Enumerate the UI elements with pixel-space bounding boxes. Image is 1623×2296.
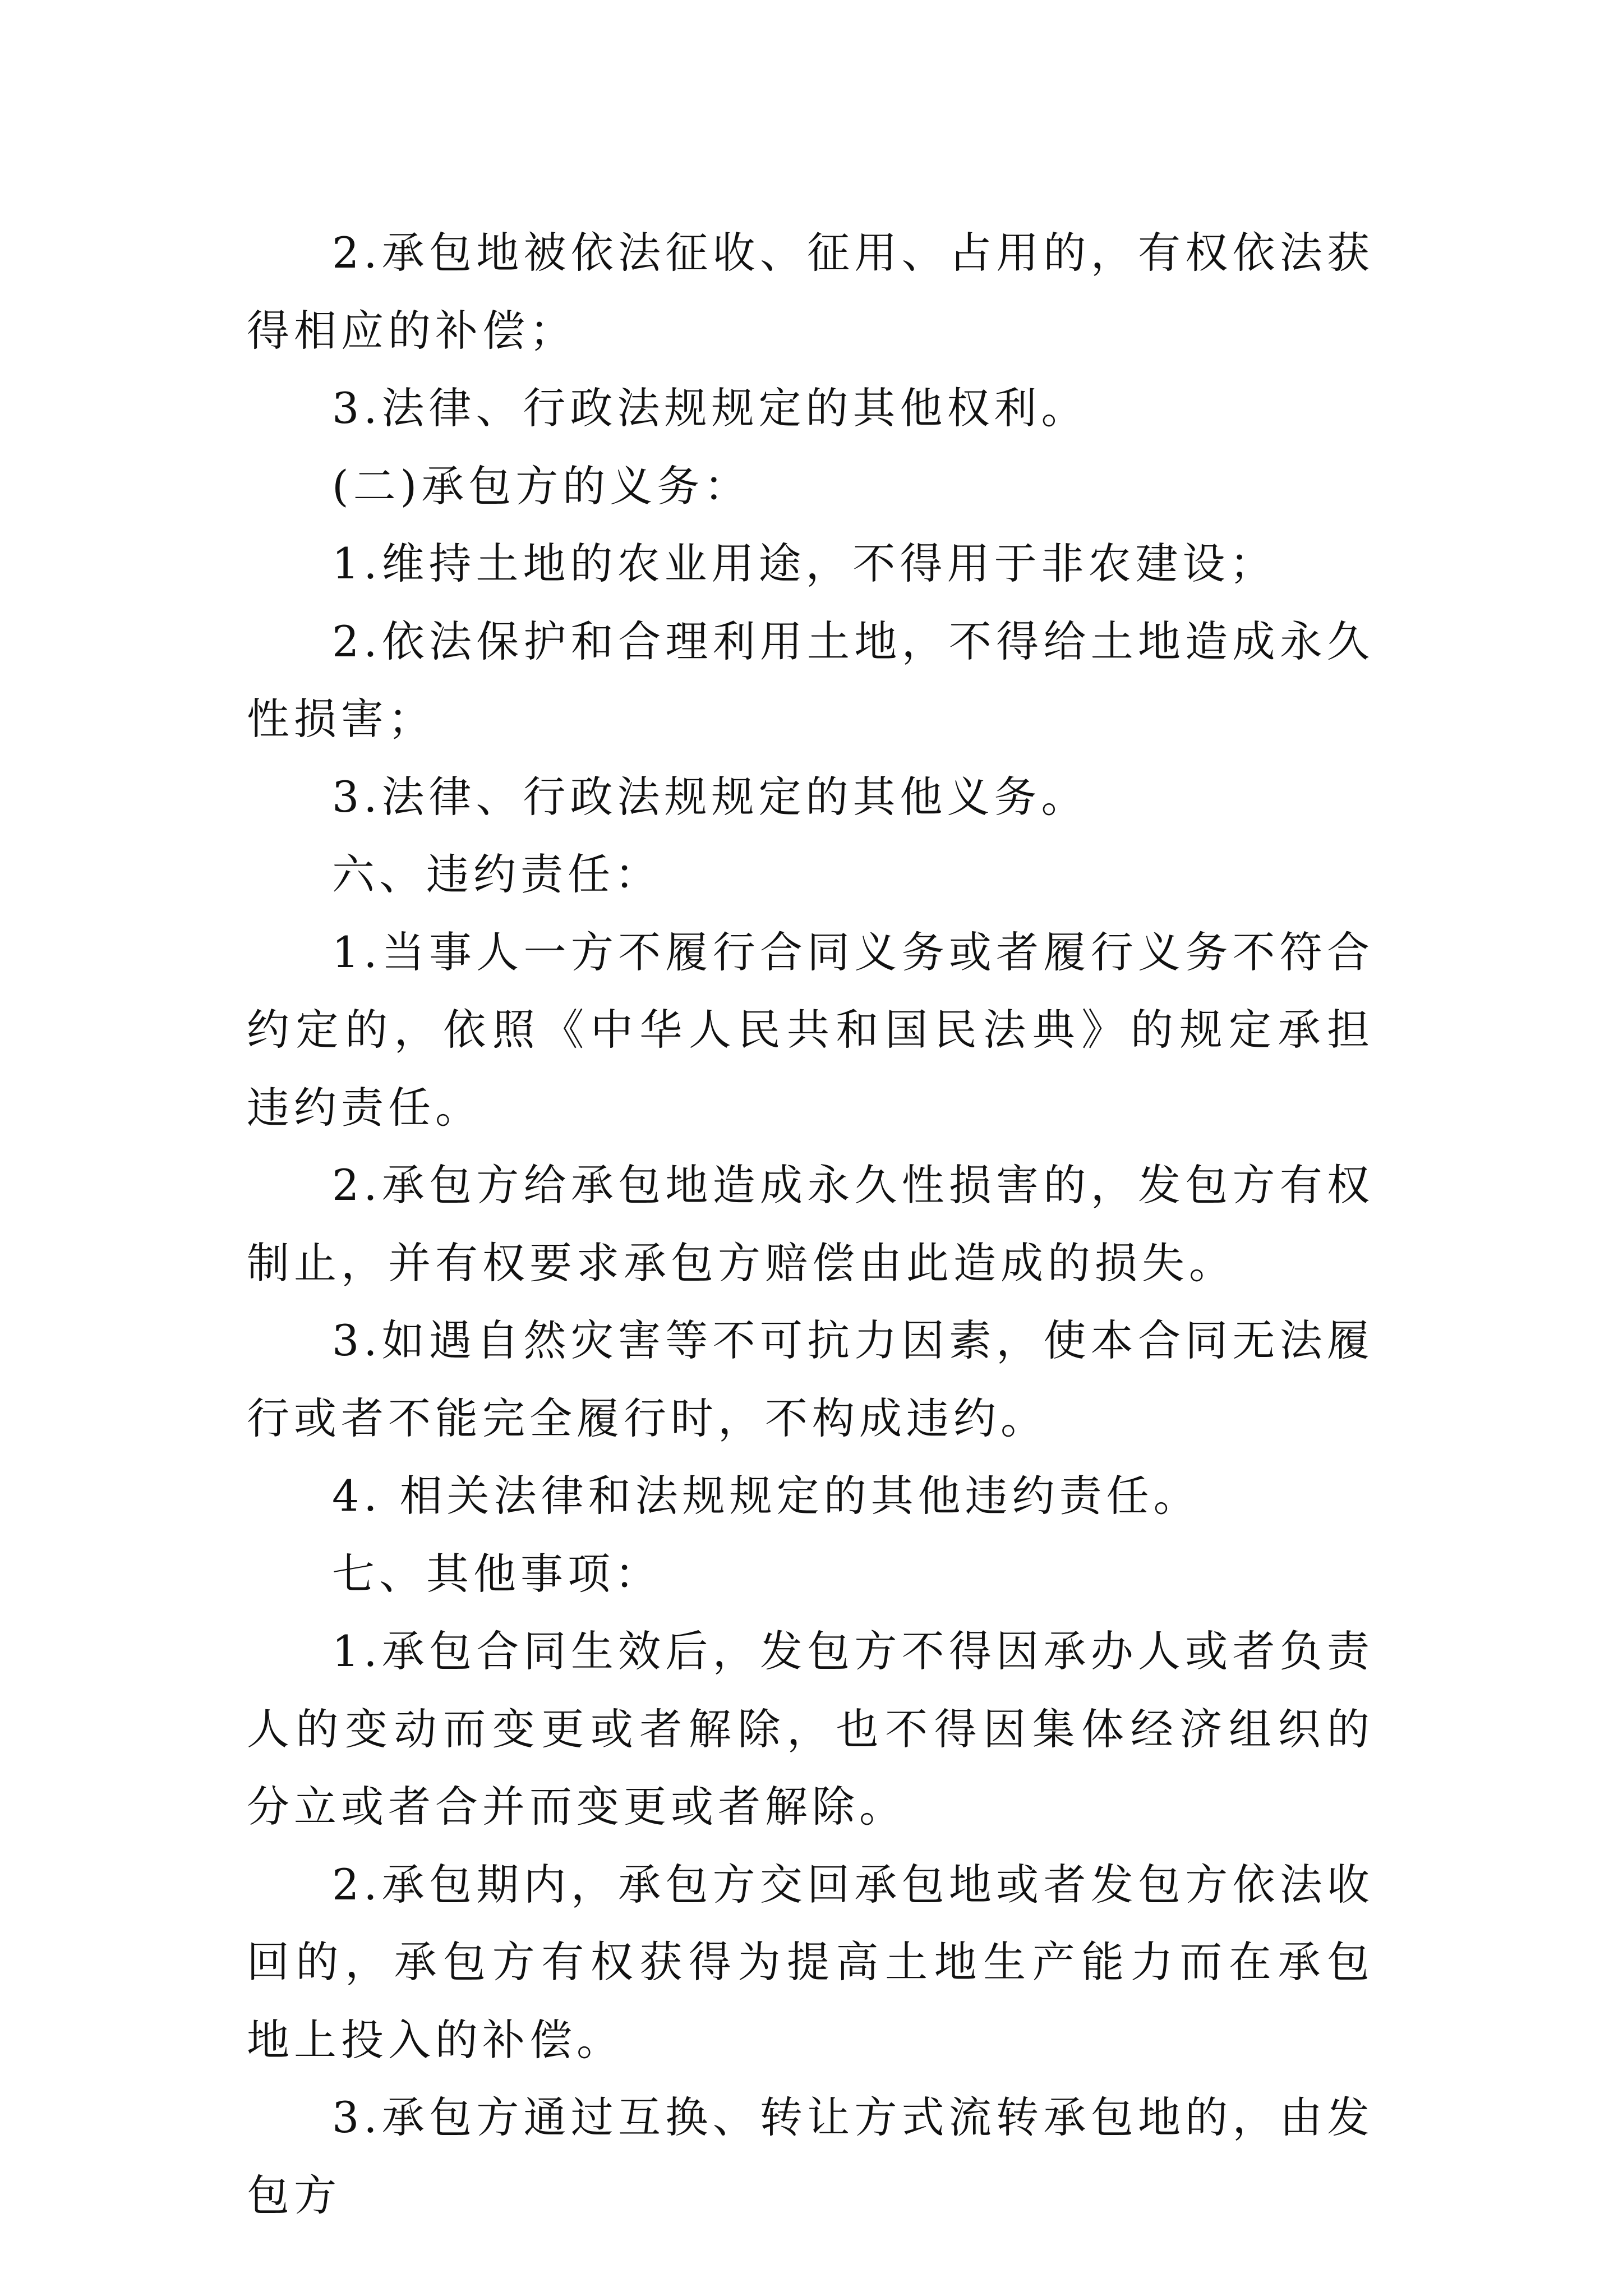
paragraph-agricultural-use: 1.维持土地的农业用途，不得用于非农建设； <box>332 539 1277 588</box>
paragraph-force-majeure: 3.如遇自然灾害等不可抗力因素，使本合同无法履行或者不能完全履行时，不构成违约。 <box>247 1315 1374 1443</box>
paragraph-other-liability: 4. 相关法律和法规规定的其他违约责任。 <box>332 1471 1201 1521</box>
paragraph-other-obligations: 3.法律、行政法规规定的其他义务。 <box>332 771 1089 822</box>
section-heading-liability: 六、违约责任： <box>332 849 662 899</box>
section-heading-other-matters: 七、其他事项： <box>332 1548 662 1599</box>
document-body <box>247 214 1374 2234</box>
paragraph-return-compensation: 2.承包期内，承包方交回承包地或者发包方依法收回的，承包方有权获得为提高土地生产能力而在承包地上投入的补偿。 <box>247 1859 1374 2065</box>
paragraph-transfer: 3.承包方通过互换、转让方式流转承包地的，由发包方 <box>247 2092 1374 2220</box>
paragraph-protect-land: 2.依法保护和合理利用土地，不得给土地造成永久性损害； <box>247 616 1374 744</box>
paragraph-breach-of-contract: 1.当事人一方不履行合同义务或者履行义务不符合约定的，依照《中华人民共和国民法典》的规定承担违约责任。 <box>247 927 1374 1133</box>
paragraph-other-rights: 3.法律、行政法规规定的其他权利。 <box>332 383 1089 433</box>
paragraph-contract-effect: 1.承包合同生效后，发包方不得因承办人或者负责人的变动而变更或者解除，也不得因集体经济组织的分立或者合并而变更或者解除。 <box>247 1626 1374 1832</box>
paragraph-compensation-right: 2.承包地被依法征收、征用、占用的，有权依法获得相应的补偿； <box>247 228 1374 356</box>
section-heading-obligations: (二)承包方的义务： <box>332 461 751 511</box>
paragraph-permanent-damage: 2.承包方给承包地造成永久性损害的，发包方有权制止，并有权要求承包方赔偿由此造成的损失。 <box>247 1160 1374 1288</box>
